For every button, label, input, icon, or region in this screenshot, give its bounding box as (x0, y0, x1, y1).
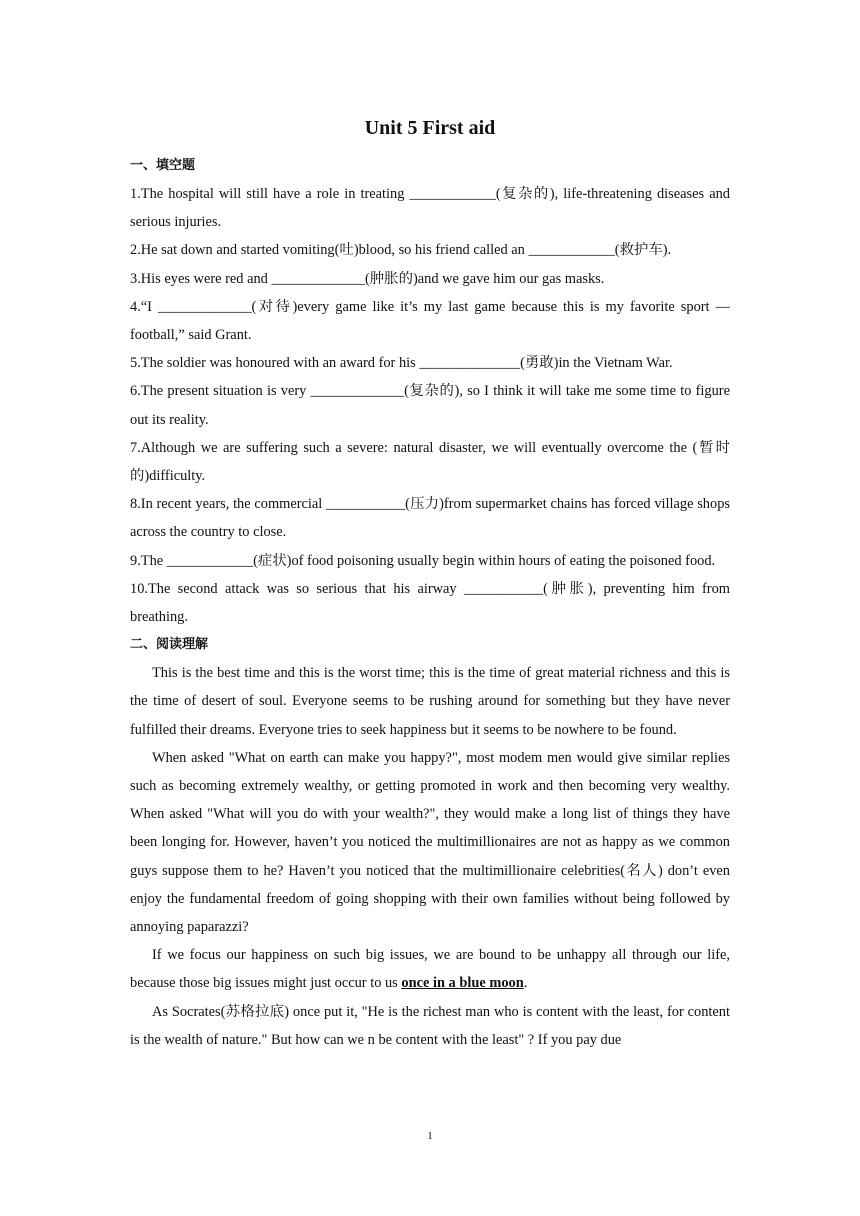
passage-paragraph (130, 941, 730, 997)
passage-text: . (523, 975, 528, 992)
question-item: 10.The second attack was so serious that his airway ___________(肿胀), preventing him from breathing. (130, 580, 730, 626)
reading-passage (130, 659, 730, 1054)
passage-paragraph: This is the best time and this is the worst time; this is the time of great material richness and this is the time of desert of soul. Everyone seems to be rushing around for something but they have never fulfilled their dreams. Everyone tries to seek happiness but it seems to be nowhere to be found. (130, 665, 730, 738)
section-heading-reading: 二、阅读理解 (130, 637, 209, 653)
document-title: Unit 5 First aid (364, 117, 496, 139)
passage-paragraph: When asked "What on earth can make you happy?", most modem men would give similar replies such as becoming extremely wealthy, or getting promoted in work and then becoming very wealthy. When asked "What will you do with your wealth?", they would make a long list of things they have been longing for. However, haven’t you noticed the multimillionaires are not as happy as we common guys suppose them to he? Haven’t you noticed that the multimillionaire celebrities(名人) don’t even enjoy the fundamental freedom of going shopping with their own families without being followed by annoying paparazzi? (130, 749, 730, 936)
underlined-phrase: once in a blue moon (401, 975, 524, 992)
question-item: 8.In recent years, the commercial ___________(压力)from supermarket chains has forced village shops across the country to close. (130, 496, 730, 541)
passage-paragraph: As Socrates(苏格拉底) once put it, "He is the richest man who is content with the least, for content is the wealth of nature." But how can we n be content with the least" ? If you pay due (130, 1003, 730, 1048)
question-item: 6.The present situation is very _____________(复杂的), so I think it will take me some time to figure out its reality. (130, 383, 730, 428)
question-item: 4.“I _____________(对待)every game like it’s my last game because this is my favorite sport — football,” said Grant. (130, 298, 730, 344)
question-item: 1.The hospital will still have a role in treating ____________(复杂的), life-threatening diseases and serious injuries. (130, 186, 730, 231)
question-list (130, 180, 730, 631)
section-heading-fill-in: 一、填空题 (130, 158, 196, 173)
question-item: 2.He sat down and started vomiting(吐)blood, so his friend called an ____________(救护车). (130, 242, 672, 259)
question-item: 7.Although we are suffering such a severe: natural disaster, we will eventually overcome the (暂时的)difficulty. (130, 439, 730, 485)
page-number: 1 (427, 1130, 433, 1142)
question-item: 9.The ____________(症状)of food poisoning usually begin within hours of eating the poisoned food. (130, 552, 716, 569)
question-item: 3.His eyes were red and _____________(肿胀的)and we gave him our gas masks. (130, 270, 605, 287)
passage-text: If we focus our happiness on such big issues, we are bound to be unhappy all through our life, because those big issues might just occur to us (130, 947, 730, 992)
question-item: 5.The soldier was honoured with an award for his ______________(勇敢)in the Vietnam War. (130, 355, 673, 372)
